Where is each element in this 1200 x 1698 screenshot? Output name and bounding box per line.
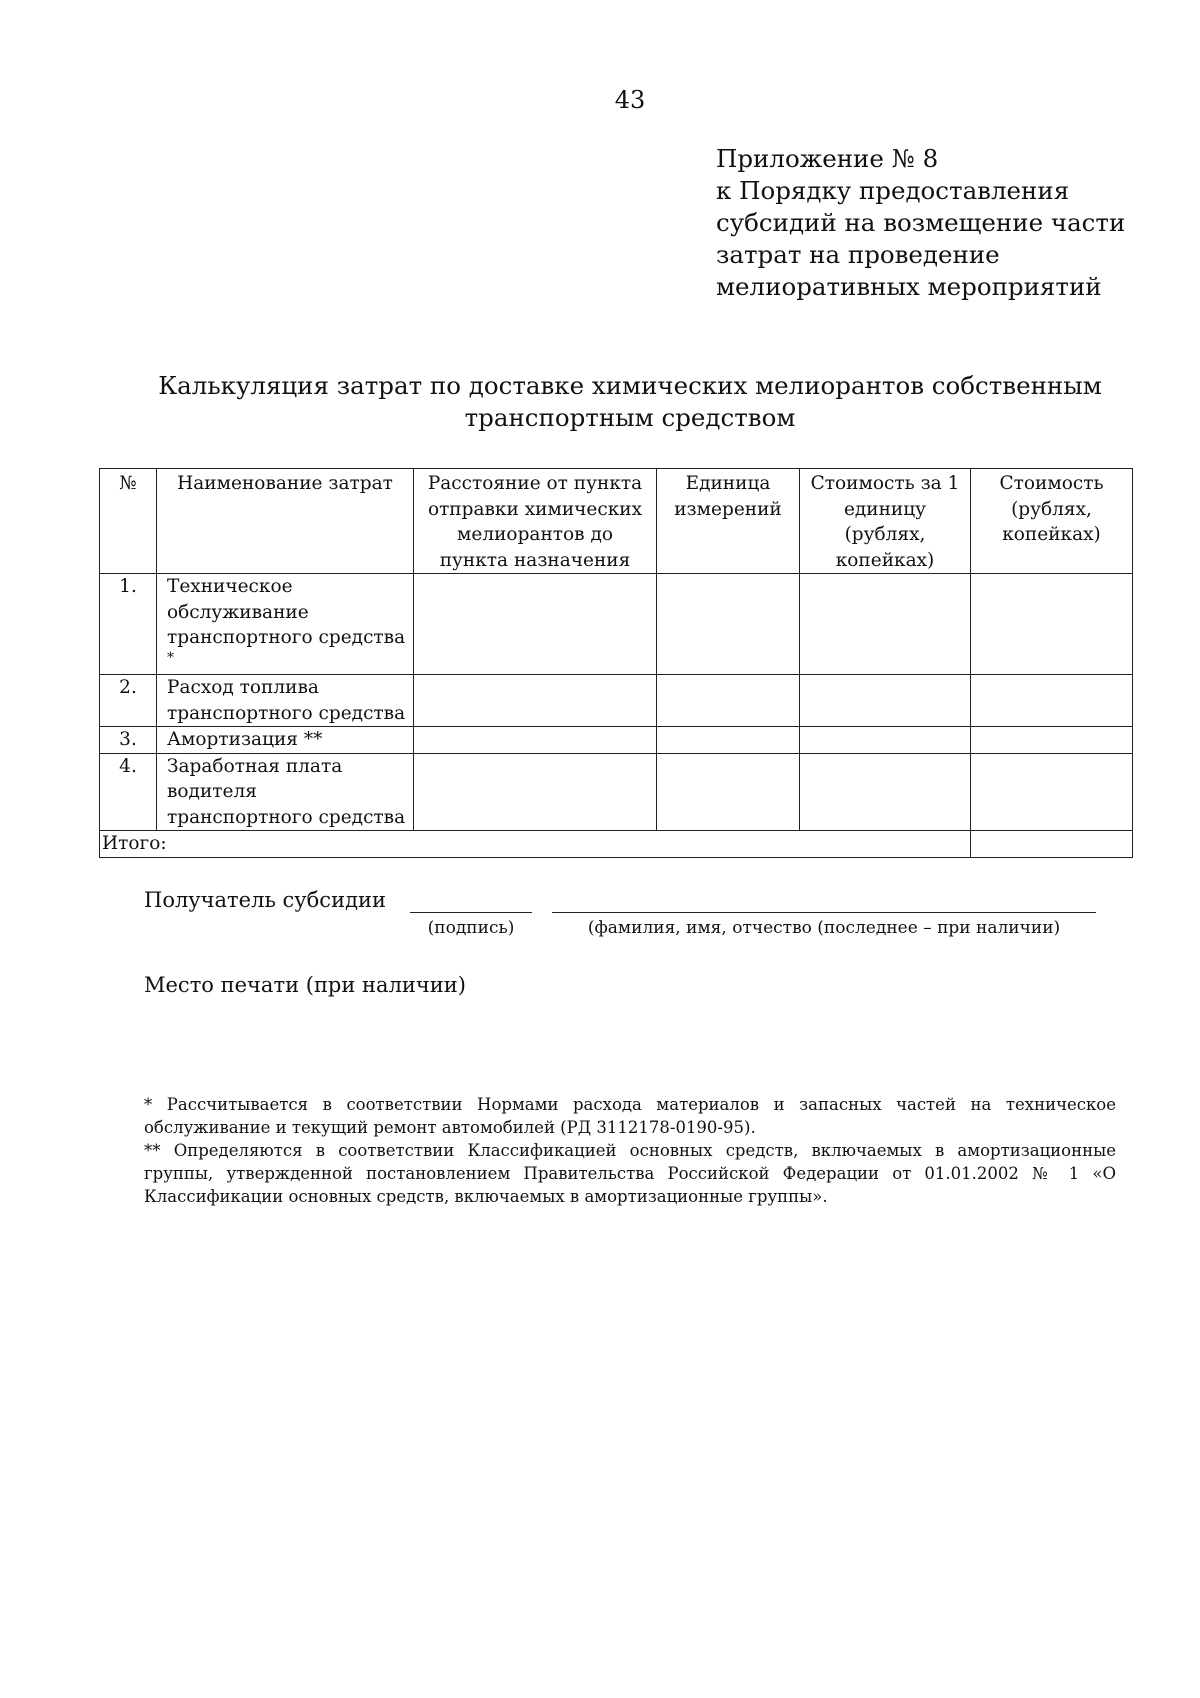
table-row (100, 727, 1133, 754)
cell-unit-cost[interactable] (800, 753, 971, 831)
row-number: 2. (100, 675, 157, 727)
cell-unit[interactable] (657, 727, 800, 754)
signature-caption: (подпись) (427, 918, 515, 938)
row-cost-name (157, 574, 414, 675)
table-total-row (100, 831, 1133, 858)
appendix-line: мелиоративных мероприятий (716, 272, 1102, 301)
footnote-mark: * (167, 649, 174, 666)
signature-line[interactable] (410, 912, 532, 913)
stamp-label: Место печати (при наличии) (144, 973, 466, 997)
cell-total-cost[interactable] (971, 753, 1133, 831)
cell-grand-total[interactable] (971, 831, 1133, 858)
cell-unit-cost[interactable] (800, 574, 971, 675)
header-unit: Единица измерений (657, 469, 800, 574)
table-row (100, 753, 1133, 831)
row-cost-name-text: Техническое обслуживание транспортного средства (167, 576, 406, 648)
cell-total-cost[interactable] (971, 574, 1133, 675)
cell-unit-cost[interactable] (800, 727, 971, 754)
footnote-2: ** Определяются в соответствии Классификацией основных средств, включаемых в амортизационные группы, утвержденной постановлением Правительства Российской Федерации от 01.01.2002 № 1 «О Классификации основных средств, включаемых в амортизационные группы». (144, 1141, 1116, 1206)
appendix-line: затрат на проведение (716, 240, 1000, 269)
document-title (100, 370, 1160, 434)
row-number: 4. (100, 753, 157, 831)
cell-distance[interactable] (414, 753, 657, 831)
recipient-label: Получатель субсидии (144, 888, 386, 912)
header-total-cost: Стоимость (рублях, копейках) (971, 469, 1133, 574)
cost-calculation-table (99, 468, 1133, 858)
table-row (100, 574, 1133, 675)
title-line-1: Калькуляция затрат по доставке химических мелиорантов собственным (158, 371, 1102, 400)
table-header-row (100, 469, 1133, 574)
cell-unit[interactable] (657, 753, 800, 831)
cell-distance[interactable] (414, 727, 657, 754)
header-cost-name: Наименование затрат (157, 469, 414, 574)
footnote-1: * Рассчитывается в соответствии Нормами расхода материалов и запасных частей на техническое обслуживание и текущий ремонт автомобилей (РД 3112178-0190-95). (144, 1095, 1116, 1137)
row-number: 1. (100, 574, 157, 675)
cell-distance[interactable] (414, 675, 657, 727)
cell-unit[interactable] (657, 675, 800, 727)
cell-unit-cost[interactable] (800, 675, 971, 727)
total-label: Итого: (100, 831, 971, 858)
appendix-header (716, 143, 1156, 303)
header-number: № (100, 469, 157, 574)
cell-total-cost[interactable] (971, 727, 1133, 754)
row-cost-name: Расход топлива транспортного средства (157, 675, 414, 727)
full-name-line[interactable] (552, 912, 1096, 913)
header-unit-cost: Стоимость за 1 единицу (рублях, копейках) (800, 469, 971, 574)
page-number: 43 (614, 86, 646, 114)
cell-unit[interactable] (657, 574, 800, 675)
table-row (100, 675, 1133, 727)
full-name-caption: (фамилия, имя, отчество (последнее – при наличии) (587, 918, 1061, 938)
row-number: 3. (100, 727, 157, 754)
row-cost-name: Амортизация ** (157, 727, 414, 754)
footnotes (144, 1093, 1116, 1208)
header-distance: Расстояние от пункта отправки химических мелиорантов до пункта назначения (414, 469, 657, 574)
appendix-line: Приложение № 8 (716, 144, 939, 173)
row-cost-name: Заработная плата водителя транспортного средства (157, 753, 414, 831)
cell-total-cost[interactable] (971, 675, 1133, 727)
appendix-line: к Порядку предоставления (716, 176, 1070, 205)
title-line-2: транспортным средством (464, 403, 796, 432)
appendix-line: субсидий на возмещение части (716, 208, 1126, 237)
cell-distance[interactable] (414, 574, 657, 675)
